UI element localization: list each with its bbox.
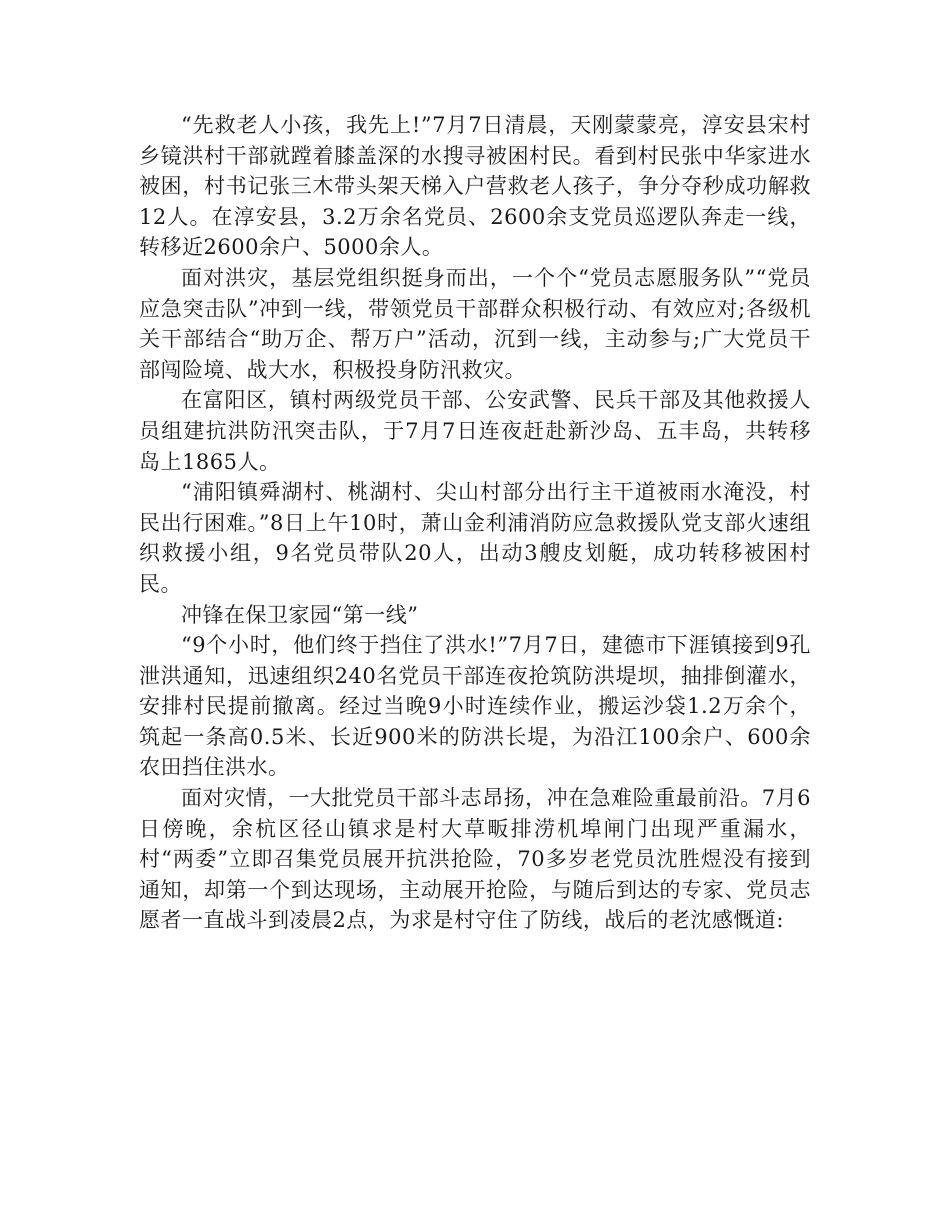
paragraph-fuyang: 在富阳区，镇村两级党员干部、公安武警、民兵干部及其他救援人员组建抗洪防汛突击队，于7月7日连夜赶赴新沙岛、五丰岛，共转移岛上1865人。 [139,388,811,474]
document-body [139,110,811,936]
paragraph-party-organizations: 面对洪灾，基层党组织挺身而出，一个个“党员志愿服务队”“党员应急突击队”冲到一线，带领党员干部群众积极行动、有效应对;各级机关干部结合“助万企、帮万户”活动，沉到一线，主动参与;广大党员干部闯险境、战大水，积极投身防汛救灾。 [139,265,811,382]
paragraph-jiande: “9个小时，他们终于挡住了洪水!”7月7日，建德市下涯镇接到9孔泄洪通知，迅速组织240名党员干部连夜抢筑防洪堤坝，抽排倒灌水，安排村民提前撤离。经过当晚9小时连续作业，搬运沙袋1.2万余个，筑起一条高0.5米、长近900米的防洪长堤，为沿江100余户、600余农田挡住洪水。 [139,633,811,780]
paragraph-yuhang: 面对灾情，一大批党员干部斗志昂扬，冲在急难险重最前沿。7月6日傍晚，余杭区径山镇求是村大草畈排涝机埠闸门出现严重漏水，村“两委”立即召集党员展开抗洪抢险，70多岁老党员沈胜煜没有接到通知，却第一个到达现场，主动展开抢险，与随后到达的专家、党员志愿者一直战斗到凌晨2点，为求是村守住了防线，战后的老沈感慨道: [139,786,811,933]
paragraph-puyang: “浦阳镇舜湖村、桃湖村、尖山村部分出行主干道被雨水淹没，村民出行困难。”8日上午10时，萧山金利浦消防应急救援队党支部火速组织救援小组，9名党员带队20人，出动3艘皮划艇，成功转移被困村民。 [139,480,811,596]
paragraph-rescue-elders: “先救老人小孩，我先上!”7月7日清晨，天刚蒙蒙亮，淳安县宋村乡镜洪村干部就蹚着膝盖深的水搜寻被困村民。看到村民张中华家进水被困，村书记张三木带头架天梯入户营救老人孩子，争分夺秒成功解救12人。在淳安县，3.2万余名党员、2600余支党员巡逻队奔走一线，转移近2600余户、5000余人。 [139,113,811,260]
section-heading: 冲锋在保卫家园“第一线” [181,602,419,627]
